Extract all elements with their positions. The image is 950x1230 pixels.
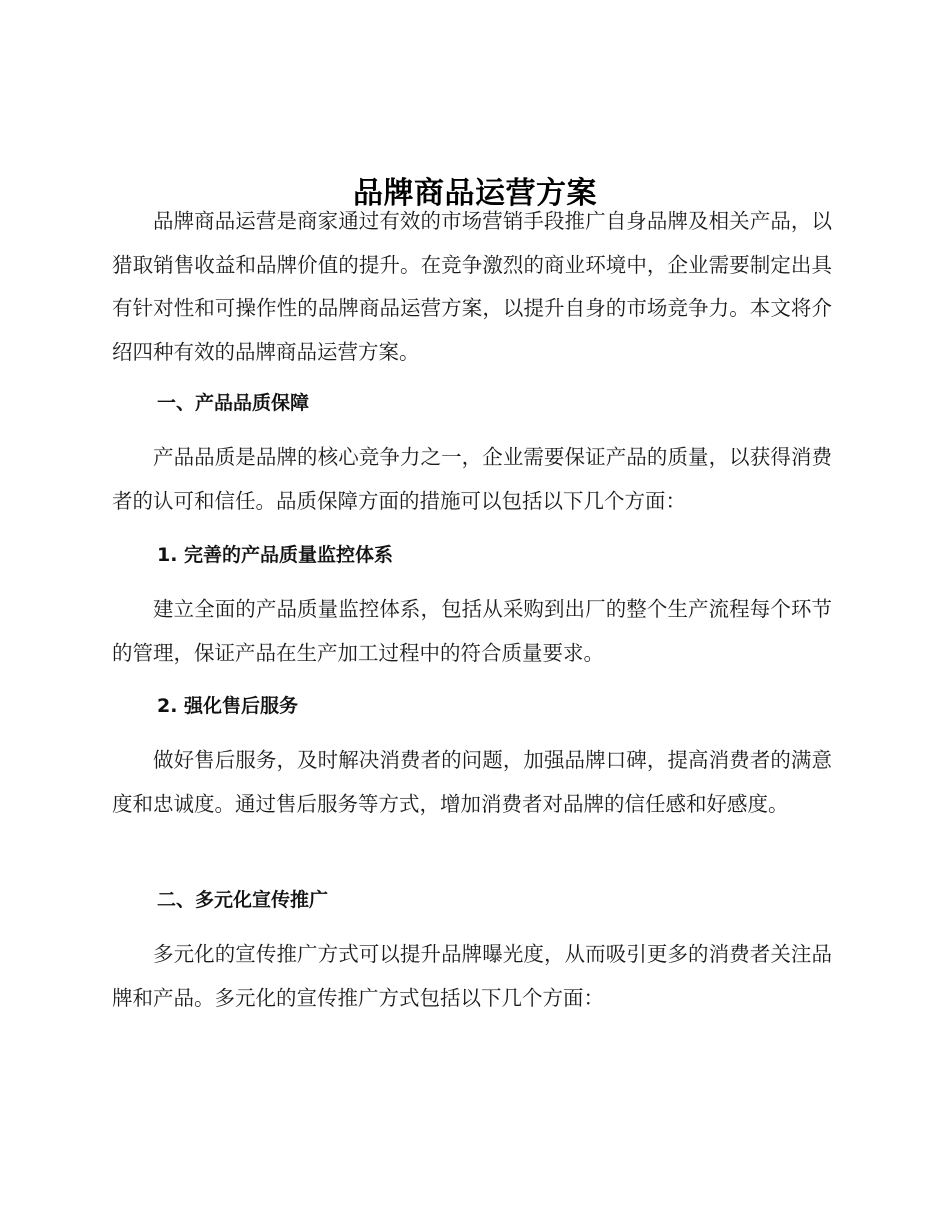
section-paragraph-quality: 产品品质是品牌的核心竞争力之一，企业需要保证产品的质量，以获得消费者的认可和信任。品质保障方面的措施可以包括以下几个方面： [112,445,832,513]
document-title: 品牌商品运营方案 [353,176,597,212]
section-heading-promotion: 二、多元化宣传推广 [157,889,329,911]
section-heading-quality: 一、产品品质保障 [157,392,310,414]
subsection-heading-aftersales: 2. 强化售后服务 [157,695,299,717]
intro-paragraph: 品牌商品运营是商家通过有效的市场营销手段推广自身品牌及相关产品，以猎取销售收益和品牌价值的提升。在竞争激烈的商业环境中，企业需要制定出具有针对性和可操作性的品牌商品运营方案，以提升自身的市场竞争力。本文将介绍四种有效的品牌商品运营方案。 [112,209,832,364]
subsection-paragraph-monitoring: 建立全面的产品质量监控体系，包括从采购到出厂的整个生产流程每个环节的管理，保证产品在生产加工过程中的符合质量要求。 [112,597,832,665]
subsection-paragraph-aftersales: 做好售后服务，及时解决消费者的问题，加强品牌口碑，提高消费者的满意度和忠诚度。通过售后服务等方式，增加消费者对品牌的信任感和好感度。 [112,748,832,816]
section-paragraph-promotion: 多元化的宣传推广方式可以提升品牌曝光度，从而吸引更多的消费者关注品牌和产品。多元化的宣传推广方式包括以下几个方面： [112,942,832,1010]
subsection-heading-monitoring: 1. 完善的产品质量监控体系 [157,544,394,566]
